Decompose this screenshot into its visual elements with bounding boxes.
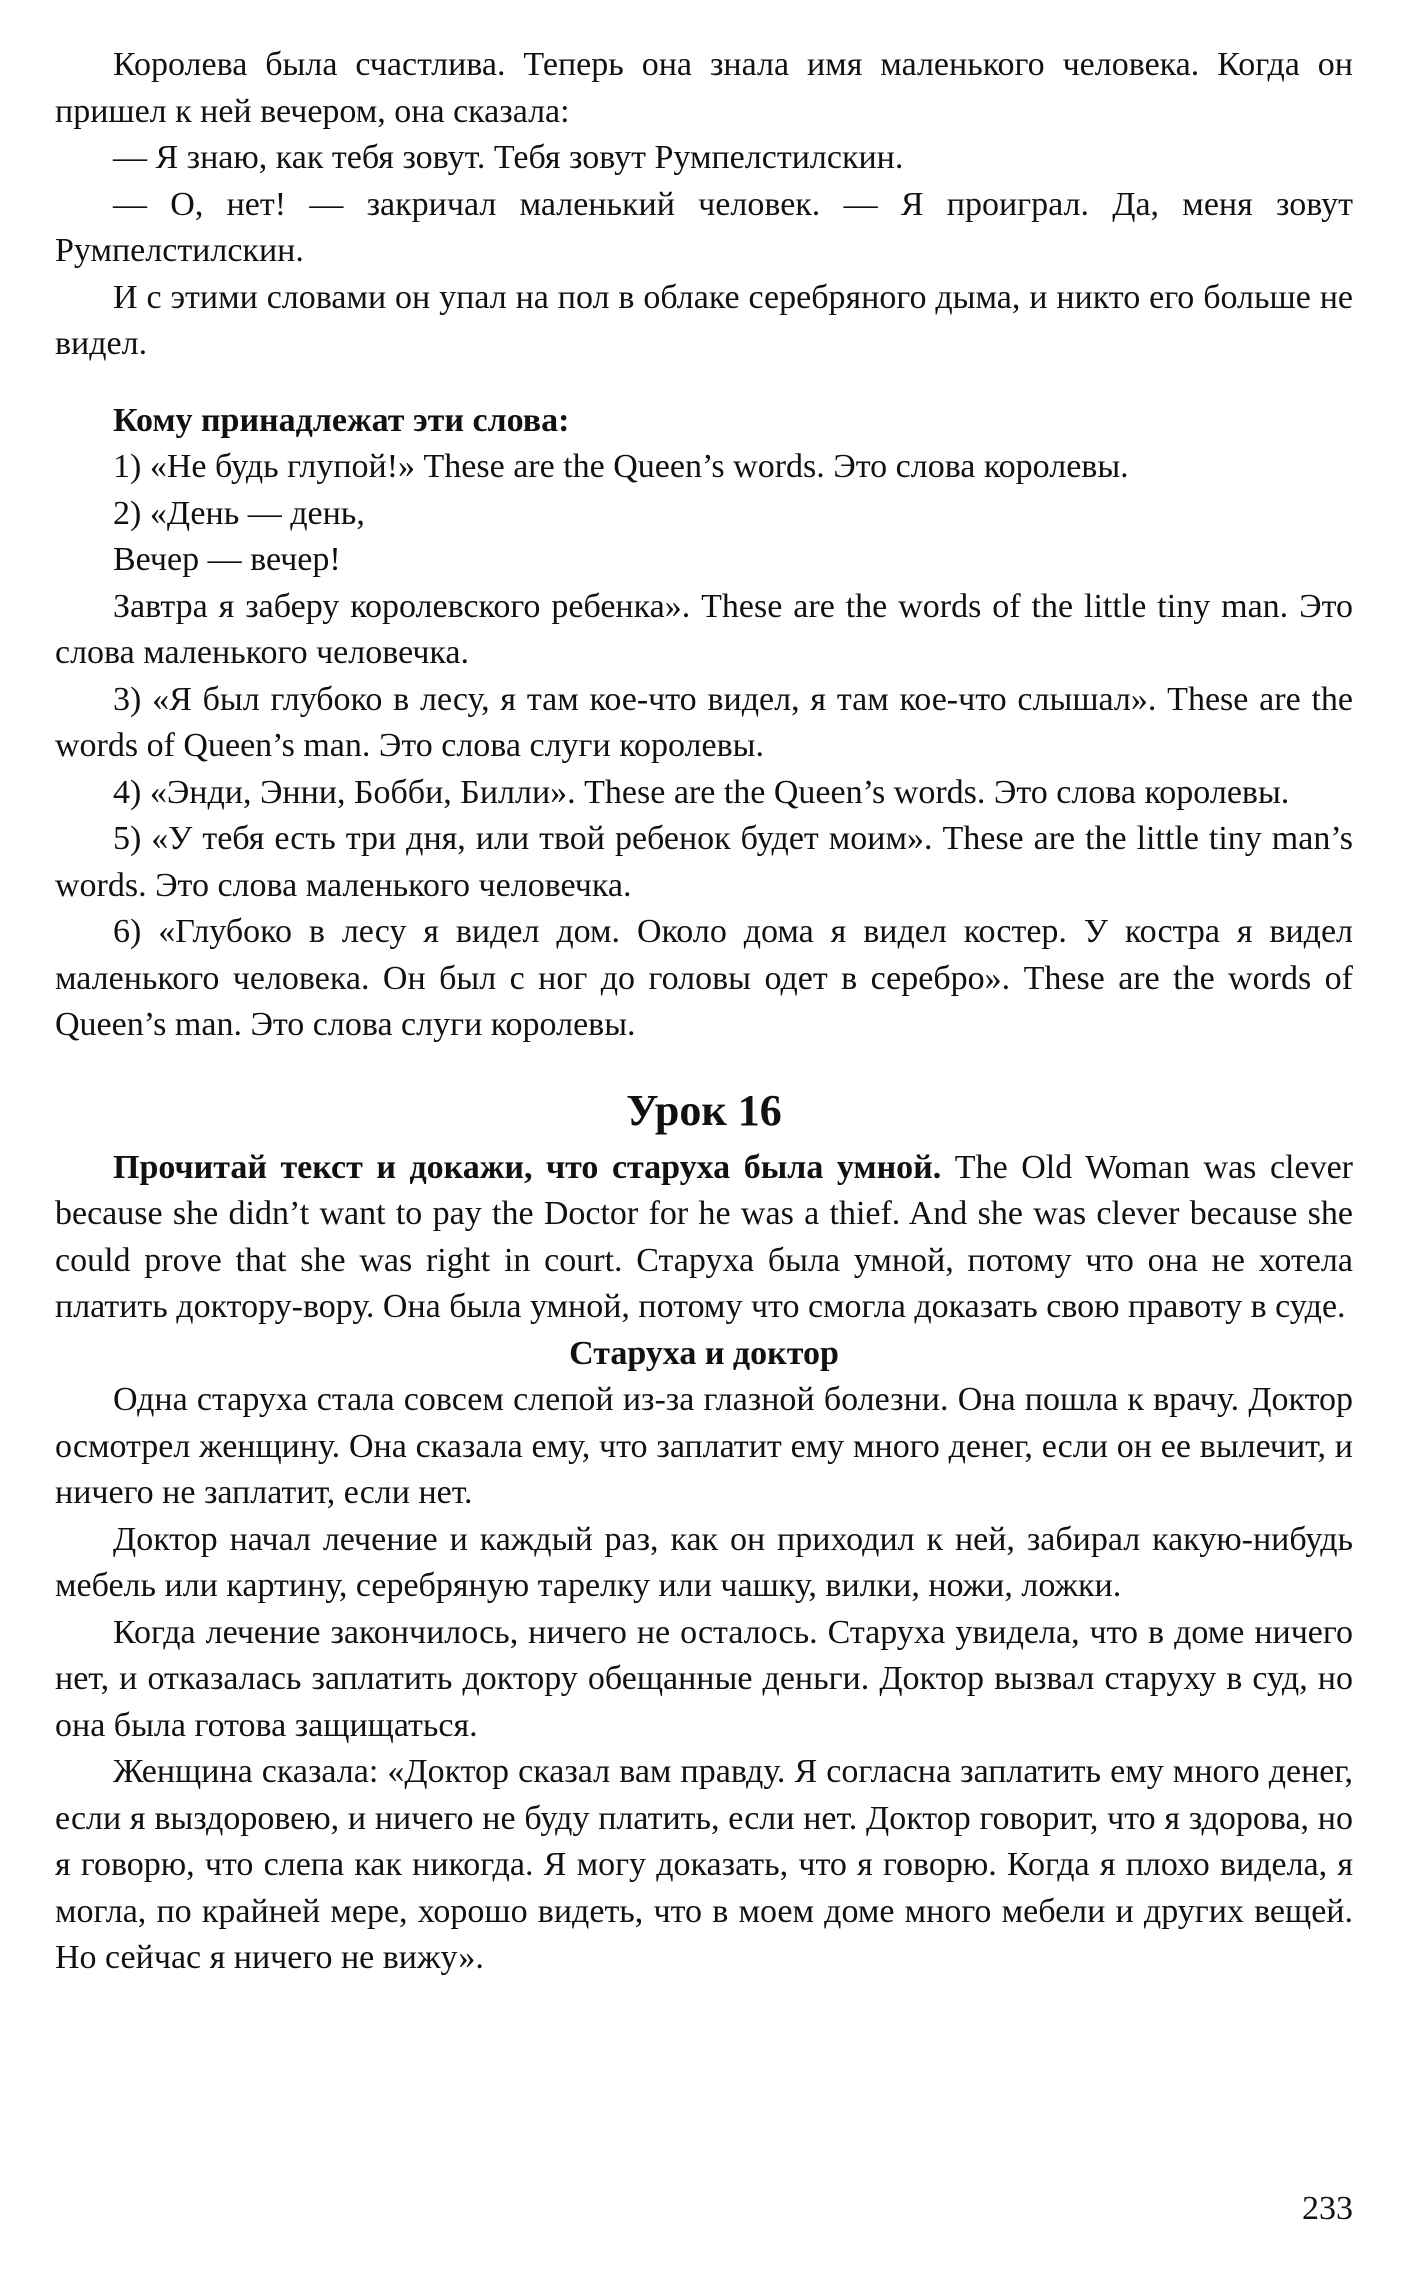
- book-page: [55, 42, 1353, 1982]
- task-answer: The Old Woman was clever because she didn’t want to pay the Doctor for he was a thief. And she was clever because she could prove that she was right in court. Старуха была умной, потому что она не хотела платить доктору-вору. Она была умной, потому что смогла доказать свою правоту в суде.: [55, 1148, 1353, 1325]
- paragraph: Одна старуха стала совсем слепой из-за глазной болезни. Она пошла к врачу. Доктор осмотрел женщину. Она сказала ему, что заплатит ему много денег, если он ее вылечит, и ничего не заплатит, если нет.: [55, 1381, 1353, 1511]
- answer-item: 4) «Энди, Энни, Бобби, Билли». These are the Queen’s words. Это слова королевы.: [113, 773, 1290, 811]
- answer-item: 3) «Я был глубоко в лесу, я там кое-что видел, я там кое-что слышал». These are the words of Queen’s man. Это слова слуги королевы.: [55, 680, 1353, 764]
- answer-item: 1) «Не будь глупой!» These are the Queen’s words. Это слова королевы.: [113, 448, 1129, 485]
- task-instruction: Прочитай текст и докажи, что старуха была умной.: [113, 1148, 942, 1186]
- paragraph: Доктор начал лечение и каждый раз, как он приходил к ней, забирал какую-нибудь мебель или картину, серебряную тарелку или чашку, вилки, ножи, ложки.: [55, 1520, 1353, 1604]
- task-paragraph: [55, 1145, 1353, 1331]
- paragraph: И с этими словами он упал на пол в облаке серебряного дыма, и никто его больше не видел.: [55, 278, 1353, 362]
- whose-words-section: [55, 398, 1353, 1049]
- answer-item: Вечер — вечер!: [113, 541, 341, 578]
- story-title: Старуха и доктор: [569, 1334, 839, 1372]
- lesson-section: [55, 1085, 1353, 1982]
- paragraph: Женщина сказала: «Доктор сказал вам правду. Я согласна заплатить ему много денег, если я выздоровею, и ничего не буду платить, если нет. Доктор говорит, что я здорова, но я говорю, что слепа как никогда. Я могу доказать, что я говорю. Когда я плохо видела, я могла, по крайней мере, хорошо видеть, что в моем доме много мебели и других вещей. Но сейчас я ничего не вижу».: [55, 1753, 1353, 1976]
- page-number: 233: [1302, 2190, 1353, 2227]
- paragraph: — О, нет! — закричал маленький человек. — Я проиграл. Да, меня зовут Румпелстилскин.: [55, 185, 1353, 269]
- story-ending: [55, 42, 1353, 368]
- answer-item: Завтра я заберу королевского ребенка». These are the words of the little tiny man. Это слова маленького человечка.: [55, 587, 1353, 671]
- paragraph: — Я знаю, как тебя зовут. Тебя зовут Румпелстилскин.: [113, 139, 904, 176]
- answer-item: 5) «У тебя есть три дня, или твой ребенок будет моим». These are the little tiny man’s words. Это слова маленького человечка.: [55, 820, 1353, 904]
- paragraph: Королева была счастлива. Теперь она знала имя маленького человека. Когда он пришел к ней вечером, она сказала:: [55, 46, 1353, 130]
- answer-item: 6) «Глубоко в лесу я видел дом. Около дома я видел костер. У костра я видел маленького человека. Он был с ног до головы одет в серебро». These are the words of Queen’s man. Это слова слуги королевы.: [55, 913, 1353, 1043]
- lesson-title: Урок 16: [626, 1085, 782, 1135]
- section-heading: Кому принадлежат эти слова:: [113, 401, 570, 439]
- answer-item: 2) «День — день,: [113, 494, 365, 532]
- paragraph: Когда лечение закончилось, ничего не осталось. Старуха увидела, что в доме ничего нет, и отказалась заплатить доктору обещанные деньги. Доктор вызвал старуху в суд, но она была готова защищаться.: [55, 1613, 1353, 1744]
